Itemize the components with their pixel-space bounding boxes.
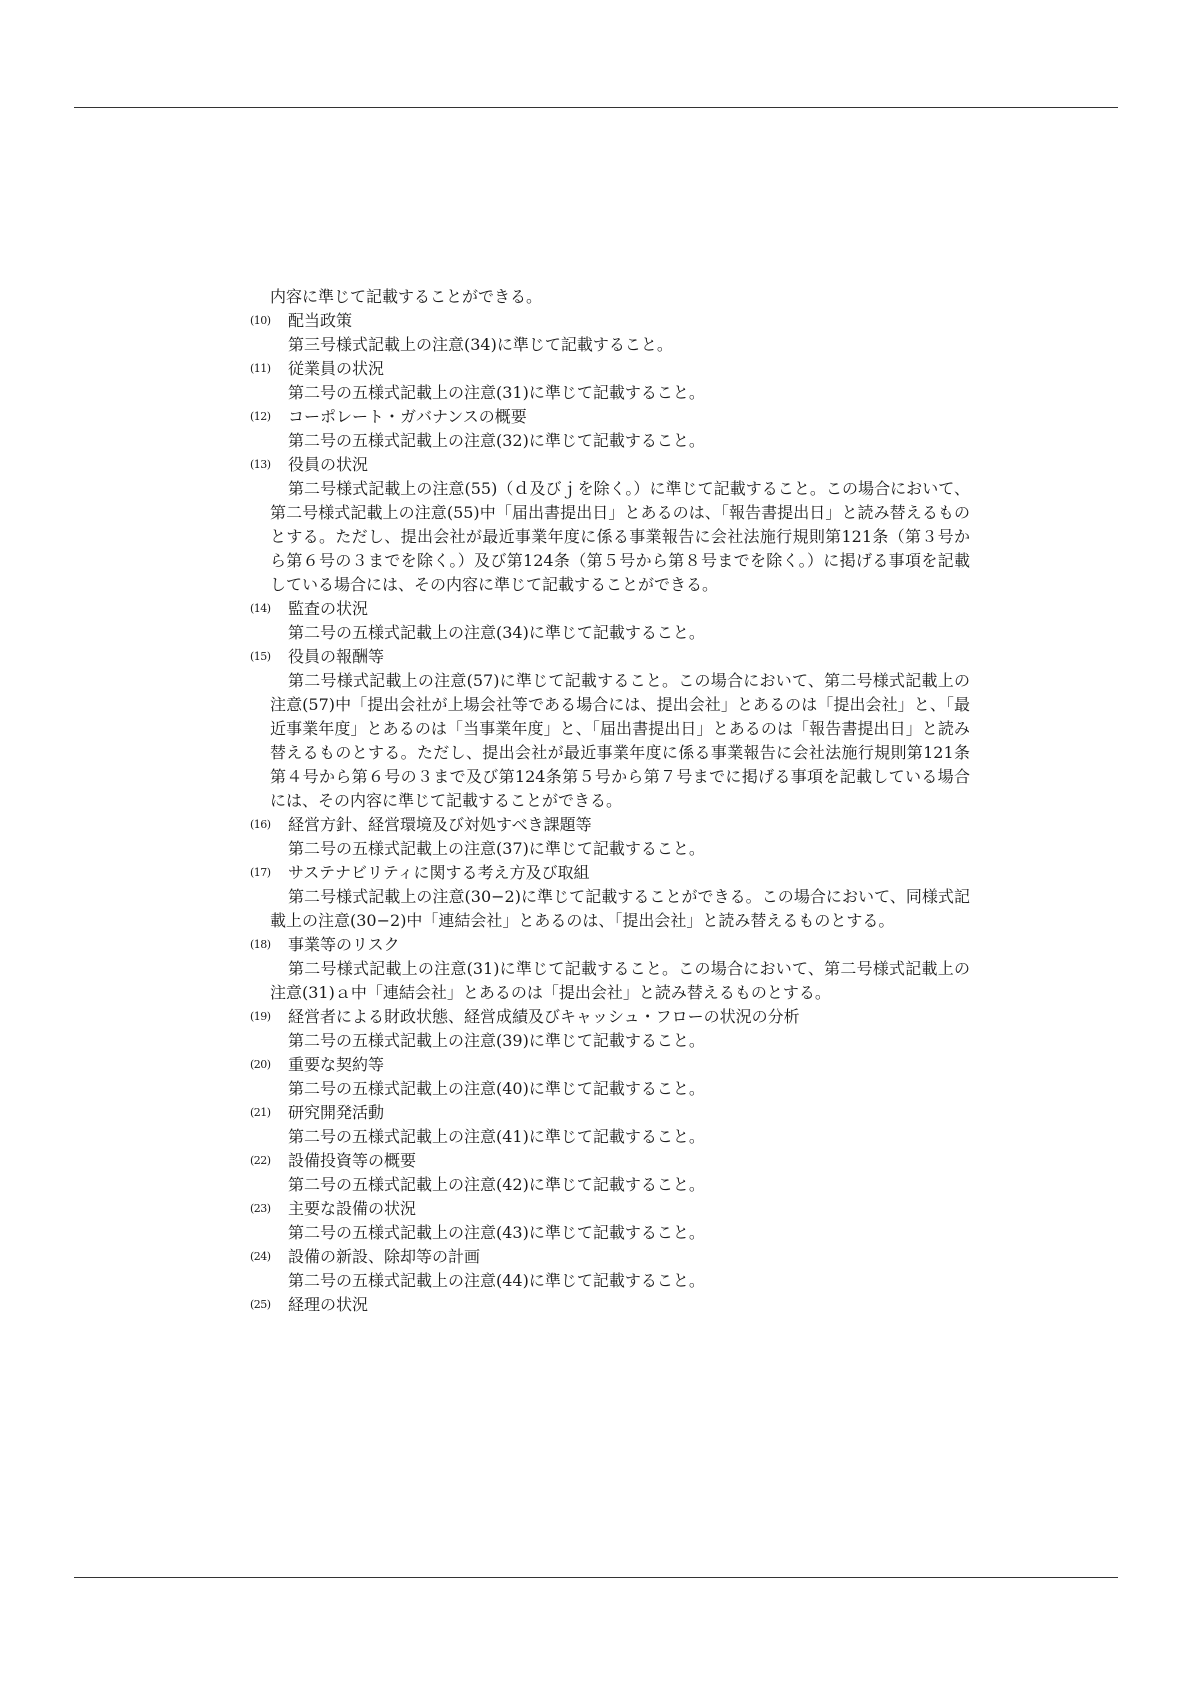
item-body: 第二号の五様式記載上の注意(40)に準じて記載すること。 (288, 1079, 705, 1098)
item-body: 第三号様式記載上の注意(34)に準じて記載すること。 (288, 335, 673, 354)
list-item (250, 1101, 970, 1149)
list-item (250, 1197, 970, 1245)
list-item (250, 1005, 970, 1053)
item-body: 第二号様式記載上の注意(57)に準じて記載すること。この場合において、第二号様式記載上の注意(57)中「提出会社が上場会社等である場合には、提出会社」とあるのは「提出会社」と、「最近事業年度」とあるのは「当事業年度」と、「届出書提出日」とあるのは「報告書提出日」と読み替えるものとする。ただし、提出会社が最近事業年度に係る事業報告に会社法施行規則第121条第４号から第６号の３まで及び第124条第５号から第７号までに掲げる事項を記載している場合には、その内容に準じて記載することができる。 (270, 671, 970, 810)
footer-rule (74, 1577, 1118, 1578)
list-item (250, 1245, 970, 1293)
item-title: 従業員の状況 (288, 359, 385, 378)
item-heading (250, 357, 970, 381)
item-body: 第二号の五様式記載上の注意(42)に準じて記載すること。 (288, 1175, 705, 1194)
item-number: (14) (250, 602, 271, 615)
item-title: 監査の状況 (288, 599, 369, 618)
item-list (250, 309, 970, 1317)
item-number: (12) (250, 410, 271, 423)
item-number: (16) (250, 818, 271, 831)
item-number: (11) (250, 362, 271, 375)
item-heading (250, 1149, 970, 1173)
item-body: 第二号様式記載上の注意(30−2)に準じて記載することができる。この場合において、同様式記載上の注意(30−2)中「連結会社」とあるのは、「提出会社」と読み替えるものとする。 (270, 887, 970, 930)
item-title: 役員の報酬等 (288, 647, 385, 666)
list-item (250, 453, 970, 597)
item-heading (250, 1053, 970, 1077)
item-number: (21) (250, 1106, 271, 1119)
item-body: 第二号の五様式記載上の注意(39)に準じて記載すること。 (288, 1031, 705, 1050)
item-body: 第二号の五様式記載上の注意(43)に準じて記載すること。 (288, 1223, 705, 1242)
item-title: 設備の新設、除却等の計画 (288, 1247, 481, 1266)
item-body: 第二号の五様式記載上の注意(31)に準じて記載すること。 (288, 383, 705, 402)
list-item (250, 1149, 970, 1197)
list-item (250, 597, 970, 645)
item-heading (250, 861, 970, 885)
item-title: 設備投資等の概要 (288, 1151, 417, 1170)
item-body: 第二号の五様式記載上の注意(44)に準じて記載すること。 (288, 1271, 705, 1290)
item-heading (250, 1005, 970, 1029)
list-item (250, 813, 970, 861)
item-body: 第二号の五様式記載上の注意(41)に準じて記載すること。 (288, 1127, 705, 1146)
item-title: 経営方針、経営環境及び対処すべき課題等 (288, 815, 592, 834)
item-number: (25) (250, 1298, 271, 1311)
item-body: 第二号様式記載上の注意(31)に準じて記載すること。この場合において、第二号様式記載上の注意(31)ａ中「連結会社」とあるのは「提出会社」と読み替えるものとする。 (270, 959, 970, 1002)
item-title: コーポレート・ガバナンスの概要 (288, 407, 527, 426)
item-heading (250, 1245, 970, 1269)
item-number: (20) (250, 1058, 271, 1071)
item-title: 主要な設備の状況 (288, 1199, 417, 1218)
list-item (250, 357, 970, 405)
item-title: 研究開発活動 (288, 1103, 385, 1122)
item-heading (250, 1101, 970, 1125)
list-item (250, 309, 970, 357)
list-item (250, 933, 970, 1005)
item-body: 第二号様式記載上の注意(55)（ｄ及びｊを除く。）に準じて記載すること。この場合において、第二号様式記載上の注意(55)中「届出書提出日」とあるのは、「報告書提出日」と読み替えるものとする。ただし、提出会社が最近事業年度に係る事業報告に会社法施行規則第121条（第３号から第６号の３までを除く。）及び第124条（第５号から第８号までを除く。）に掲げる事項を記載している場合には、その内容に準じて記載することができる。 (270, 479, 970, 594)
item-number: (22) (250, 1154, 271, 1167)
list-item (250, 1053, 970, 1101)
item-heading (250, 405, 970, 429)
item-title: サステナビリティに関する考え方及び取組 (288, 863, 590, 882)
item-heading (250, 645, 970, 669)
item-heading (250, 813, 970, 837)
item-title: 役員の状況 (288, 455, 369, 474)
item-number: (17) (250, 866, 271, 879)
item-number: (19) (250, 1010, 271, 1023)
continuation-text: 内容に準じて記載することができる。 (270, 287, 543, 306)
header-rule (74, 107, 1118, 108)
item-number: (18) (250, 938, 271, 951)
item-heading (250, 309, 970, 333)
item-body: 第二号の五様式記載上の注意(32)に準じて記載すること。 (288, 431, 705, 450)
item-title: 経営者による財政状態、経営成績及びキャッシュ・フローの状況の分析 (288, 1007, 800, 1026)
item-body: 第二号の五様式記載上の注意(34)に準じて記載すること。 (288, 623, 705, 642)
item-heading (250, 933, 970, 957)
list-item (250, 405, 970, 453)
list-item (250, 861, 970, 933)
item-title: 事業等のリスク (288, 935, 400, 954)
list-item (250, 645, 970, 813)
list-item (250, 1293, 970, 1317)
item-body: 第二号の五様式記載上の注意(37)に準じて記載すること。 (288, 839, 705, 858)
item-number: (24) (250, 1250, 271, 1263)
item-number: (23) (250, 1202, 271, 1215)
item-number: (13) (250, 458, 271, 471)
item-heading (250, 597, 970, 621)
item-number: (15) (250, 650, 271, 663)
item-number: (10) (250, 314, 271, 327)
item-heading (250, 453, 970, 477)
item-title: 配当政策 (288, 311, 353, 330)
document-body (250, 285, 970, 1317)
item-heading (250, 1197, 970, 1221)
item-heading (250, 1293, 970, 1317)
item-title: 重要な契約等 (288, 1055, 385, 1074)
item-title: 経理の状況 (288, 1295, 369, 1314)
